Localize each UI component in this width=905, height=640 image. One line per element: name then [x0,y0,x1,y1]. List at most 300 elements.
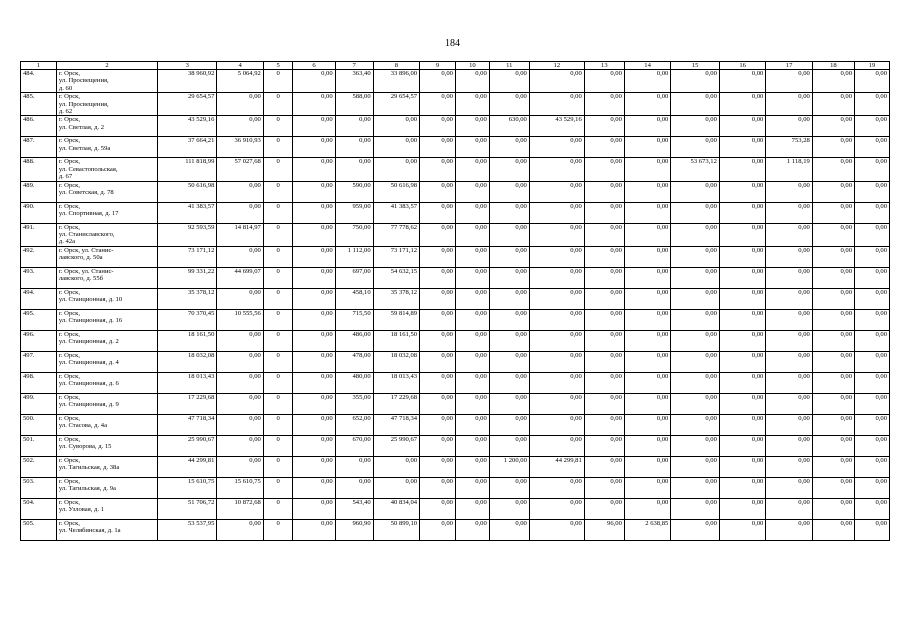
table-cell: 0,00 [719,70,765,93]
table-cell: 0,00 [455,93,489,116]
table-cell: 0 [263,519,293,540]
table-cell: 0,00 [217,93,263,116]
row-number: 486. [21,116,57,137]
table-cell: 715,50 [335,309,373,330]
table-cell: 18 032,08 [158,351,217,372]
table-cell: 355,00 [335,393,373,414]
table-cell: 0,00 [855,267,890,288]
table-cell: 0,00 [766,456,812,477]
table-cell: 0,00 [855,137,890,158]
table-cell: 70 370,45 [158,309,217,330]
table-cell: 0,00 [671,223,720,246]
table-cell: 0 [263,181,293,202]
table-cell: 0,00 [584,498,624,519]
table-cell: 0,00 [812,223,854,246]
table-cell: 0,00 [455,498,489,519]
table-cell: 0,00 [293,309,335,330]
address-cell: г. Орск, ул. Тагильская, д. 9а [56,477,157,498]
table-cell: 0,00 [217,116,263,137]
table-cell: 0 [263,267,293,288]
table-cell: 0,00 [671,70,720,93]
table-cell: 0,00 [624,288,670,309]
table-cell: 0,00 [671,288,720,309]
table-cell: 29 654,57 [373,93,419,116]
table-cell: 0,00 [455,477,489,498]
address-cell: г. Орск, ул. Станционная, д. 10 [56,288,157,309]
table-cell: 0,00 [671,246,720,267]
table-cell: 0,00 [719,158,765,181]
table-cell: 0,00 [489,70,529,93]
column-header: 18 [812,62,854,70]
table-cell: 0 [263,372,293,393]
table-cell: 0 [263,70,293,93]
table-cell: 0,00 [766,393,812,414]
table-cell: 51 706,72 [158,498,217,519]
table-cell: 0,00 [812,477,854,498]
row-number: 489. [21,181,57,202]
table-cell: 14 814,97 [217,223,263,246]
table-cell: 0,00 [671,414,720,435]
table-cell: 0,00 [455,456,489,477]
table-cell: 0,00 [719,116,765,137]
table-cell: 0,00 [529,267,584,288]
table-cell: 5 064,92 [217,70,263,93]
table-cell: 0,00 [671,330,720,351]
table-cell: 0,00 [624,267,670,288]
table-cell: 0,00 [335,116,373,137]
row-number: 490. [21,202,57,223]
table-cell: 0,00 [489,393,529,414]
table-cell: 59 814,89 [373,309,419,330]
table-cell: 0 [263,330,293,351]
table-cell: 0,00 [855,477,890,498]
table-cell: 0,00 [489,158,529,181]
table-cell: 0,00 [671,267,720,288]
table-row [21,351,890,372]
table-cell: 18 032,08 [373,351,419,372]
table-cell: 18 013,43 [373,372,419,393]
table-cell: 0,00 [455,158,489,181]
table-cell: 0,00 [489,137,529,158]
table-cell: 15 610,75 [158,477,217,498]
table-cell: 0,00 [293,202,335,223]
table-cell: 25 990,67 [373,435,419,456]
table-cell: 630,00 [489,116,529,137]
table-cell: 0 [263,116,293,137]
table-cell: 458,10 [335,288,373,309]
table-cell: 0 [263,435,293,456]
table-cell: 0,00 [420,181,456,202]
table-cell: 0,00 [420,456,456,477]
table-cell: 0,00 [420,414,456,435]
table-cell: 47 718,34 [373,414,419,435]
column-header: 7 [335,62,373,70]
table-cell: 0 [263,309,293,330]
table-cell: 0,00 [335,477,373,498]
table-cell: 0,00 [766,202,812,223]
table-cell: 0,00 [293,477,335,498]
table-cell: 0,00 [584,70,624,93]
table-cell: 0,00 [624,456,670,477]
table-row [21,393,890,414]
table-cell: 0,00 [455,288,489,309]
table-cell: 0,00 [373,477,419,498]
table-cell: 0,00 [719,330,765,351]
table-cell: 0,00 [489,181,529,202]
table-cell: 0,00 [719,498,765,519]
column-header: 1 [21,62,57,70]
table-cell: 0,00 [420,519,456,540]
table-cell: 0,00 [584,93,624,116]
address-cell: г. Орск, ул. Станционная, д. 9 [56,393,157,414]
table-cell: 0,00 [529,414,584,435]
table-cell: 0,00 [529,181,584,202]
table-cell: 0,00 [293,498,335,519]
table-cell: 0,00 [766,181,812,202]
table-cell: 0,00 [293,137,335,158]
table-cell: 0,00 [766,223,812,246]
table-cell: 0,00 [420,435,456,456]
table-cell: 0,00 [529,158,584,181]
table-cell: 77 778,62 [373,223,419,246]
table-cell: 0,00 [373,456,419,477]
table-cell: 18 013,43 [158,372,217,393]
table-cell: 0,00 [624,414,670,435]
table-cell: 99 331,22 [158,267,217,288]
table-cell: 0,00 [855,181,890,202]
table-cell: 0,00 [812,267,854,288]
table-cell: 0,00 [671,435,720,456]
table-cell: 0,00 [624,351,670,372]
row-number: 497. [21,351,57,372]
table-cell: 0,00 [719,456,765,477]
table-cell: 0,00 [217,246,263,267]
table-cell: 0,00 [420,93,456,116]
table-cell: 0,00 [489,309,529,330]
table-cell: 0,00 [584,372,624,393]
table-cell: 0,00 [373,158,419,181]
table-cell: 0,00 [293,246,335,267]
table-cell: 0,00 [671,137,720,158]
table-cell: 0,00 [624,137,670,158]
table-cell: 0 [263,288,293,309]
table-cell: 0,00 [766,372,812,393]
table-cell: 0,00 [293,223,335,246]
table-cell: 29 654,57 [158,93,217,116]
table-cell: 18 161,50 [158,330,217,351]
table-cell: 0,00 [217,519,263,540]
table-cell: 18 161,50 [373,330,419,351]
address-cell: г. Орск, ул. Станционная, д. 16 [56,309,157,330]
table-cell: 0,00 [529,288,584,309]
table-cell: 0,00 [420,202,456,223]
column-header: 19 [855,62,890,70]
table-cell: 33 896,00 [373,70,419,93]
table-cell: 0,00 [217,456,263,477]
table-cell: 0,00 [855,351,890,372]
table-cell: 0,00 [293,414,335,435]
row-number: 491. [21,223,57,246]
table-cell: 0,00 [812,181,854,202]
column-header: 17 [766,62,812,70]
column-header: 12 [529,62,584,70]
table-row [21,498,890,519]
table-cell: 0 [263,137,293,158]
row-number: 504. [21,498,57,519]
table-row [21,414,890,435]
table-cell: 0,00 [671,202,720,223]
table-cell: 0,00 [719,414,765,435]
table-cell: 480,00 [335,372,373,393]
table-cell: 0,00 [812,137,854,158]
table-cell: 0,00 [812,202,854,223]
table-cell: 0,00 [489,435,529,456]
table-cell: 0,00 [855,435,890,456]
table-cell: 0,00 [529,519,584,540]
table-cell: 0,00 [812,246,854,267]
table-cell: 0,00 [624,372,670,393]
row-number: 495. [21,309,57,330]
table-cell: 0,00 [455,223,489,246]
address-cell: г. Орск, ул. Просвещения, д. 62 [56,93,157,116]
row-number: 500. [21,414,57,435]
table-row [21,477,890,498]
table-cell: 0,00 [293,351,335,372]
table-cell: 0 [263,93,293,116]
table-cell: 0,00 [455,181,489,202]
table-cell: 0,00 [489,288,529,309]
data-table [20,61,890,541]
address-cell: г. Орск, ул. Севастопольская, д. 67 [56,158,157,181]
address-cell: г. Орск, ул. Станционная, д. 4 [56,351,157,372]
table-cell: 0,00 [719,202,765,223]
table-row [21,137,890,158]
table-cell: 0 [263,456,293,477]
table-cell: 0 [263,498,293,519]
table-cell: 0,00 [624,393,670,414]
table-row [21,70,890,93]
table-cell: 0,00 [812,414,854,435]
table-cell: 0,00 [529,137,584,158]
table-cell: 0 [263,158,293,181]
table-cell: 0,00 [584,158,624,181]
table-cell: 50 616,98 [373,181,419,202]
table-cell: 0,00 [624,158,670,181]
table-cell: 41 383,57 [158,202,217,223]
table-cell: 40 834,04 [373,498,419,519]
table-cell: 10 555,56 [217,309,263,330]
table-cell: 0,00 [719,309,765,330]
table-cell: 54 632,15 [373,267,419,288]
table-cell: 0,00 [624,330,670,351]
table-cell: 44 699,07 [217,267,263,288]
table-cell: 0,00 [529,223,584,246]
table-cell: 0,00 [420,70,456,93]
table-cell: 0,00 [624,223,670,246]
table-cell: 0,00 [855,414,890,435]
table-cell: 0,00 [420,246,456,267]
table-cell: 38 960,92 [158,70,217,93]
table-cell: 0,00 [420,372,456,393]
table-cell: 0,00 [489,372,529,393]
table-cell: 0,00 [855,202,890,223]
table-cell: 0,00 [624,246,670,267]
table-cell: 0,00 [624,116,670,137]
table-cell: 0,00 [855,498,890,519]
table-cell: 57 027,68 [217,158,263,181]
table-cell: 0,00 [529,202,584,223]
table-cell: 753,28 [766,137,812,158]
table-cell: 73 171,12 [373,246,419,267]
table-cell: 0,00 [529,330,584,351]
table-cell: 0,00 [455,519,489,540]
table-cell: 0,00 [671,93,720,116]
table-cell: 0,00 [671,351,720,372]
table-cell: 0,00 [584,330,624,351]
table-cell: 0 [263,414,293,435]
table-cell: 0,00 [719,223,765,246]
table-cell: 1 112,00 [335,246,373,267]
table-cell: 0,00 [812,158,854,181]
table-cell: 0,00 [766,116,812,137]
table-cell: 0,00 [455,309,489,330]
row-number: 487. [21,137,57,158]
table-cell: 0 [263,351,293,372]
table-cell: 0,00 [584,309,624,330]
address-cell: г. Орск, ул. Станционная, д. 6 [56,372,157,393]
table-cell: 0,00 [420,498,456,519]
table-cell: 478,00 [335,351,373,372]
table-row [21,202,890,223]
table-cell: 0,00 [624,70,670,93]
row-number: 503. [21,477,57,498]
table-cell: 0,00 [420,288,456,309]
table-cell: 15 610,75 [217,477,263,498]
table-cell: 0,00 [584,288,624,309]
table-cell: 0,00 [766,70,812,93]
table-cell: 0,00 [584,246,624,267]
address-cell: г. Орск, ул. Светлая, д. 2 [56,116,157,137]
table-cell: 0,00 [529,246,584,267]
table-cell: 0,00 [719,93,765,116]
address-cell: г. Орск, ул. Станиславского, д. 42а [56,223,157,246]
table-cell: 0,00 [584,435,624,456]
table-cell: 0,00 [217,372,263,393]
table-cell: 0,00 [719,477,765,498]
column-header: 9 [420,62,456,70]
table-cell: 0,00 [671,181,720,202]
table-cell: 1 200,00 [489,456,529,477]
row-number: 488. [21,158,57,181]
table-cell: 0,00 [455,70,489,93]
table-cell: 0,00 [420,330,456,351]
table-cell: 0,00 [624,181,670,202]
table-cell: 50 616,98 [158,181,217,202]
table-cell: 37 664,21 [158,137,217,158]
table-cell: 0,00 [293,70,335,93]
table-cell: 0,00 [855,456,890,477]
table-row [21,158,890,181]
table-cell: 543,40 [335,498,373,519]
table-cell: 0,00 [719,519,765,540]
table-row [21,288,890,309]
table-row [21,267,890,288]
table-cell: 0,00 [855,519,890,540]
table-cell: 0,00 [855,309,890,330]
table-cell: 0,00 [455,267,489,288]
table-cell: 0,00 [420,137,456,158]
table-cell: 0,00 [293,456,335,477]
column-header: 16 [719,62,765,70]
table-cell: 363,40 [335,70,373,93]
table-cell: 53 673,12 [671,158,720,181]
table-cell: 0,00 [293,435,335,456]
table-cell: 652,00 [335,414,373,435]
table-cell: 0,00 [719,393,765,414]
table-cell: 0,00 [855,223,890,246]
table-cell: 0,00 [584,477,624,498]
table-cell: 0,00 [671,477,720,498]
table-cell: 0,00 [455,116,489,137]
table-cell: 0,00 [455,393,489,414]
column-header: 3 [158,62,217,70]
table-cell: 0,00 [584,351,624,372]
table-cell: 0,00 [719,372,765,393]
table-cell: 0,00 [812,116,854,137]
table-cell: 0,00 [293,393,335,414]
column-header: 11 [489,62,529,70]
table-cell: 10 872,68 [217,498,263,519]
table-cell: 0,00 [293,267,335,288]
table-cell: 0,00 [529,372,584,393]
table-cell: 0,00 [719,246,765,267]
table-cell: 0,00 [293,158,335,181]
column-header: 8 [373,62,419,70]
table-cell: 0,00 [420,223,456,246]
table-cell: 0,00 [719,267,765,288]
table-cell: 0,00 [455,414,489,435]
row-number: 502. [21,456,57,477]
table-cell: 0,00 [529,93,584,116]
row-number: 493. [21,267,57,288]
table-cell: 0,00 [489,202,529,223]
address-cell: г. Орск, ул. Спортивная, д. 17 [56,202,157,223]
table-cell: 0,00 [719,288,765,309]
table-cell: 0,00 [489,267,529,288]
table-cell: 0,00 [455,202,489,223]
table-cell: 0,00 [812,351,854,372]
table-cell: 0,00 [489,498,529,519]
table-cell: 0,00 [855,70,890,93]
table-cell: 0,00 [855,116,890,137]
table-cell: 0,00 [671,456,720,477]
address-cell: г. Орск, ул. Советская, д. 78 [56,181,157,202]
table-cell: 0 [263,202,293,223]
table-cell: 0,00 [766,93,812,116]
address-cell: г. Орск, ул. Станис- лавского, д. 55б [56,267,157,288]
table-row [21,116,890,137]
table-cell: 36 910,93 [217,137,263,158]
table-cell: 0,00 [766,351,812,372]
table-cell: 0,00 [489,246,529,267]
table-cell: 0,00 [584,393,624,414]
table-cell: 0,00 [420,351,456,372]
table-row [21,223,890,246]
table-cell: 43 529,16 [158,116,217,137]
table-cell: 0,00 [217,202,263,223]
table-cell: 35 378,12 [158,288,217,309]
table-cell: 0,00 [624,202,670,223]
